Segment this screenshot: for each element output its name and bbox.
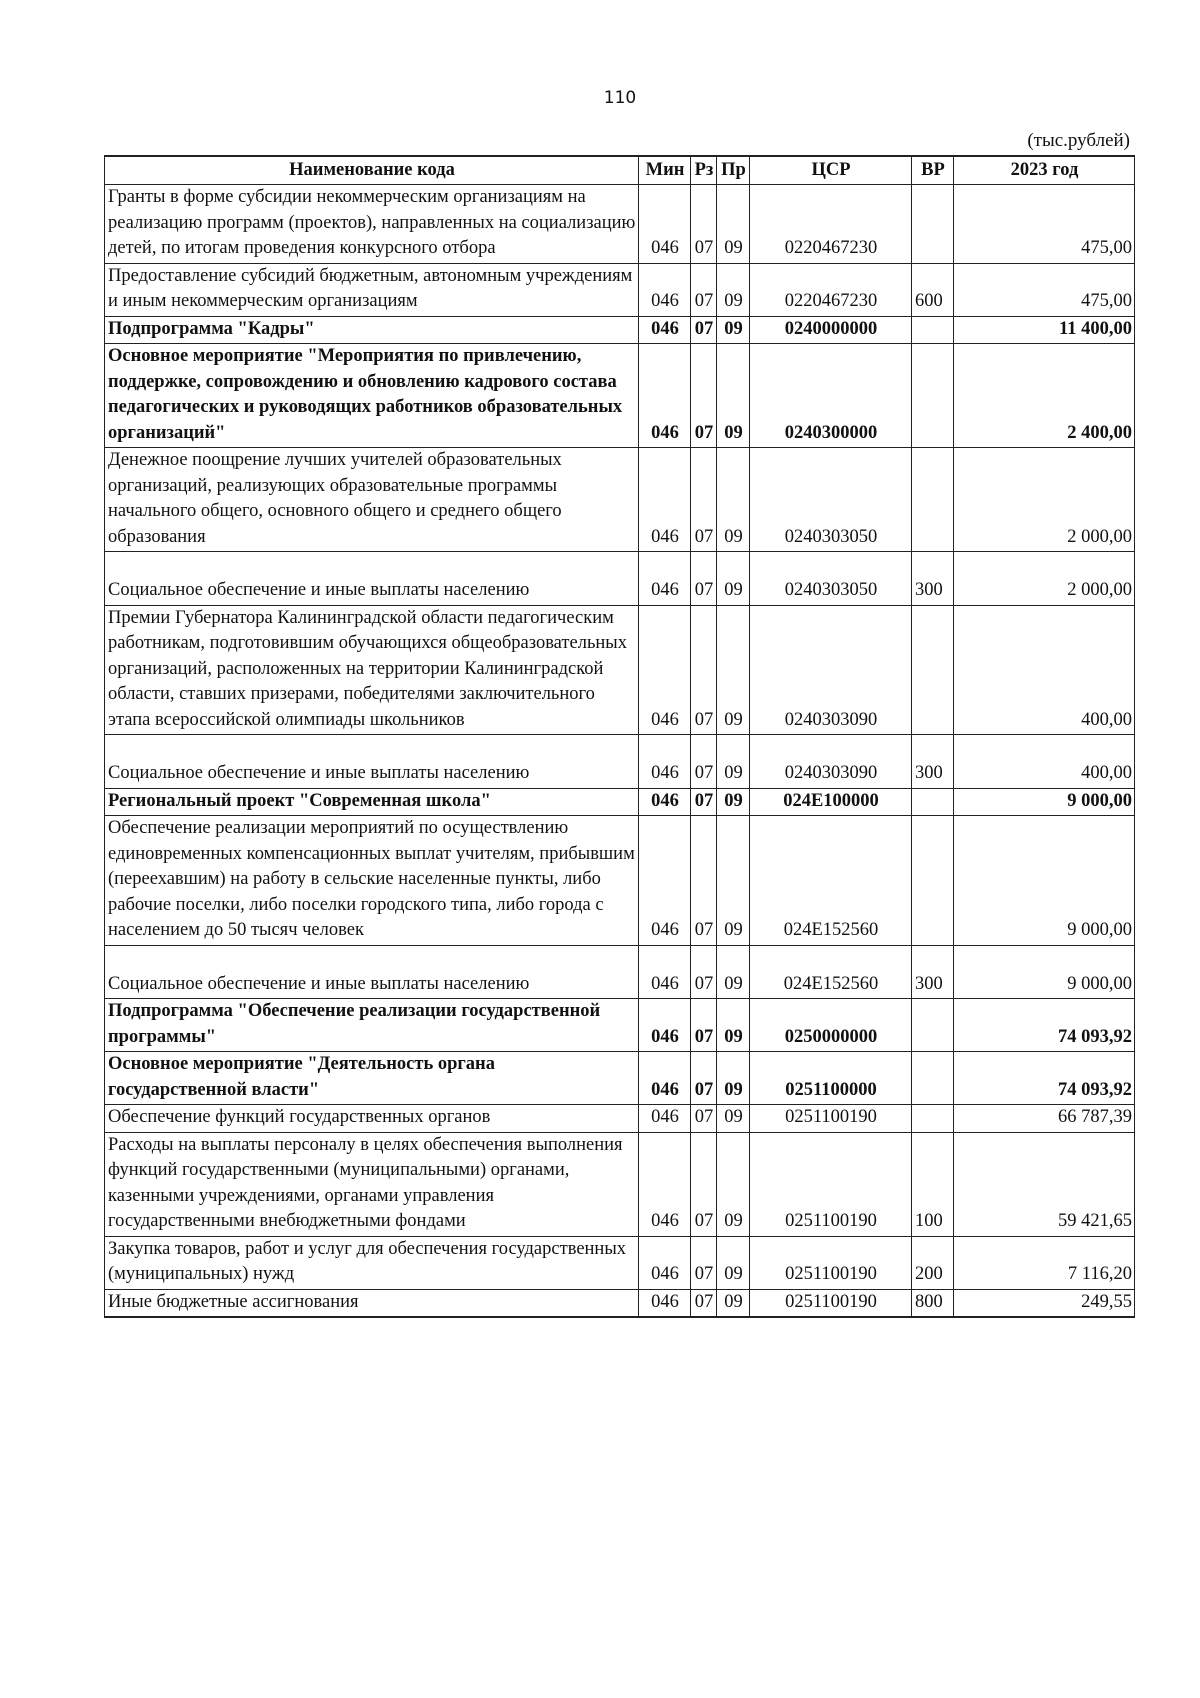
cell-csr: 0240303090 — [750, 605, 912, 735]
cell-rz: 07 — [691, 344, 717, 448]
cell-vr — [912, 605, 954, 735]
cell-amount: 9 000,00 — [954, 945, 1135, 999]
cell-pr: 09 — [717, 605, 750, 735]
cell-name: Подпрограмма "Кадры" — [105, 316, 639, 344]
table-row — [105, 185, 1135, 264]
cell-vr: 800 — [912, 1289, 954, 1317]
cell-amount: 74 093,92 — [954, 1052, 1135, 1105]
cell-name: Расходы на выплаты персоналу в целях обеспечения выполнения функций государственными (муниципальными) органами, казенными учреждениями, органами управления государственными внебюджетными фондами — [105, 1132, 639, 1236]
table-header-row — [105, 156, 1135, 185]
cell-vr: 300 — [912, 945, 954, 999]
cell-name: Подпрограмма "Обеспечение реализации государственной программы" — [105, 999, 639, 1052]
page-number: 110 — [603, 88, 637, 108]
cell-amount: 11 400,00 — [954, 316, 1135, 344]
cell-amount: 400,00 — [954, 605, 1135, 735]
cell-pr: 09 — [717, 316, 750, 344]
cell-min: 046 — [639, 448, 691, 552]
cell-pr: 09 — [717, 999, 750, 1052]
table-row — [105, 1052, 1135, 1105]
cell-csr: 0240303090 — [750, 735, 912, 789]
cell-name: Обеспечение реализации мероприятий по осуществлению единовременных компенсационных выплат учителям, прибывшим (переехавшим) на работу в сельские населенные пункты, либо рабочие поселки, либо поселки городского типа, либо города с населением до 50 тысяч человек — [105, 816, 639, 946]
cell-amount: 2 000,00 — [954, 552, 1135, 606]
cell-rz: 07 — [691, 1289, 717, 1317]
table-row — [105, 945, 1135, 999]
cell-csr: 0240303050 — [750, 552, 912, 606]
cell-pr: 09 — [717, 1289, 750, 1317]
cell-rz: 07 — [691, 448, 717, 552]
cell-min: 046 — [639, 1132, 691, 1236]
cell-min: 046 — [639, 735, 691, 789]
cell-vr — [912, 1052, 954, 1105]
cell-name: Иные бюджетные ассигнования — [105, 1289, 639, 1317]
cell-pr: 09 — [717, 788, 750, 816]
cell-name: Гранты в форме субсидии некоммерческим организациям на реализацию программ (проектов), направленных на социализацию детей, по итогам проведения конкурсного отбора — [105, 185, 639, 264]
cell-rz: 07 — [691, 1132, 717, 1236]
cell-vr — [912, 788, 954, 816]
cell-pr: 09 — [717, 185, 750, 264]
table-row — [105, 788, 1135, 816]
cell-amount: 9 000,00 — [954, 816, 1135, 946]
cell-amount: 400,00 — [954, 735, 1135, 789]
cell-name: Денежное поощрение лучших учителей образовательных организаций, реализующих образовательные программы начального общего, основного общего и среднего общего образования — [105, 448, 639, 552]
cell-rz: 07 — [691, 945, 717, 999]
cell-pr: 09 — [717, 1105, 750, 1133]
cell-amount: 2 400,00 — [954, 344, 1135, 448]
cell-vr: 600 — [912, 263, 954, 316]
cell-name: Социальное обеспечение и иные выплаты населению — [105, 735, 639, 789]
cell-min: 046 — [639, 1052, 691, 1105]
units-label: (тыс.рублей) — [1027, 130, 1130, 151]
cell-csr: 024E100000 — [750, 788, 912, 816]
cell-vr: 200 — [912, 1236, 954, 1289]
cell-pr: 09 — [717, 552, 750, 606]
cell-amount: 2 000,00 — [954, 448, 1135, 552]
cell-amount: 74 093,92 — [954, 999, 1135, 1052]
cell-pr: 09 — [717, 1052, 750, 1105]
cell-pr: 09 — [717, 816, 750, 946]
header-name: Наименование кода — [105, 156, 639, 185]
header-min: Мин — [639, 156, 691, 185]
cell-vr — [912, 1105, 954, 1133]
header-pr: Пр — [717, 156, 750, 185]
cell-amount: 66 787,39 — [954, 1105, 1135, 1133]
header-vr: ВР — [912, 156, 954, 185]
cell-pr: 09 — [717, 945, 750, 999]
cell-rz: 07 — [691, 788, 717, 816]
cell-csr: 0251100000 — [750, 1052, 912, 1105]
cell-csr: 0240300000 — [750, 344, 912, 448]
cell-vr: 300 — [912, 552, 954, 606]
table-row — [105, 816, 1135, 946]
cell-name: Социальное обеспечение и иные выплаты населению — [105, 945, 639, 999]
cell-csr: 0251100190 — [750, 1236, 912, 1289]
cell-csr: 0220467230 — [750, 185, 912, 264]
cell-name: Региональный проект "Современная школа" — [105, 788, 639, 816]
cell-amount: 7 116,20 — [954, 1236, 1135, 1289]
cell-vr — [912, 344, 954, 448]
cell-min: 046 — [639, 788, 691, 816]
cell-csr: 0220467230 — [750, 263, 912, 316]
table-row — [105, 448, 1135, 552]
cell-vr — [912, 448, 954, 552]
cell-min: 046 — [639, 316, 691, 344]
table-row — [105, 263, 1135, 316]
cell-amount: 475,00 — [954, 185, 1135, 264]
cell-amount: 9 000,00 — [954, 788, 1135, 816]
cell-vr — [912, 185, 954, 264]
table-row — [105, 1236, 1135, 1289]
cell-csr: 024E152560 — [750, 945, 912, 999]
cell-min: 046 — [639, 816, 691, 946]
cell-pr: 09 — [717, 448, 750, 552]
cell-min: 046 — [639, 263, 691, 316]
table-row — [105, 605, 1135, 735]
cell-csr: 0250000000 — [750, 999, 912, 1052]
cell-rz: 07 — [691, 605, 717, 735]
cell-vr — [912, 999, 954, 1052]
cell-name: Обеспечение функций государственных органов — [105, 1105, 639, 1133]
cell-min: 046 — [639, 1236, 691, 1289]
cell-rz: 07 — [691, 263, 717, 316]
cell-rz: 07 — [691, 1052, 717, 1105]
cell-csr: 0240303050 — [750, 448, 912, 552]
cell-name: Предоставление субсидий бюджетным, автономным учреждениям и иным некоммерческим организациям — [105, 263, 639, 316]
cell-min: 046 — [639, 605, 691, 735]
cell-csr: 024E152560 — [750, 816, 912, 946]
table-row — [105, 1105, 1135, 1133]
cell-name: Закупка товаров, работ и услуг для обеспечения государственных (муниципальных) нужд — [105, 1236, 639, 1289]
cell-rz: 07 — [691, 552, 717, 606]
cell-csr: 0251100190 — [750, 1105, 912, 1133]
cell-pr: 09 — [717, 1132, 750, 1236]
cell-rz: 07 — [691, 735, 717, 789]
cell-min: 046 — [639, 185, 691, 264]
cell-min: 046 — [639, 1289, 691, 1317]
cell-min: 046 — [639, 1105, 691, 1133]
header-rz: Рз — [691, 156, 717, 185]
table-row — [105, 1132, 1135, 1236]
cell-vr: 100 — [912, 1132, 954, 1236]
cell-amount: 59 421,65 — [954, 1132, 1135, 1236]
cell-vr — [912, 316, 954, 344]
cell-min: 046 — [639, 945, 691, 999]
cell-min: 046 — [639, 999, 691, 1052]
cell-name: Социальное обеспечение и иные выплаты населению — [105, 552, 639, 606]
cell-vr: 300 — [912, 735, 954, 789]
table-row — [105, 316, 1135, 344]
header-year: 2023 год — [954, 156, 1135, 185]
table-row — [105, 999, 1135, 1052]
cell-rz: 07 — [691, 816, 717, 946]
cell-pr: 09 — [717, 263, 750, 316]
budget-table — [104, 155, 1135, 1318]
header-csr: ЦСР — [750, 156, 912, 185]
cell-rz: 07 — [691, 185, 717, 264]
cell-rz: 07 — [691, 316, 717, 344]
table-row — [105, 552, 1135, 606]
cell-csr: 0251100190 — [750, 1289, 912, 1317]
table-body — [105, 185, 1135, 1318]
cell-name: Основное мероприятие "Мероприятия по привлечению, поддержке, сопровождению и обновлению кадрового состава педагогических и руководящих работников образовательных организаций" — [105, 344, 639, 448]
cell-vr — [912, 816, 954, 946]
table-row — [105, 1289, 1135, 1317]
cell-rz: 07 — [691, 1236, 717, 1289]
cell-pr: 09 — [717, 735, 750, 789]
cell-min: 046 — [639, 344, 691, 448]
table-row — [105, 735, 1135, 789]
table-row — [105, 344, 1135, 448]
cell-min: 046 — [639, 552, 691, 606]
cell-name: Основное мероприятие "Деятельность органа государственной власти" — [105, 1052, 639, 1105]
cell-pr: 09 — [717, 344, 750, 448]
cell-rz: 07 — [691, 1105, 717, 1133]
cell-csr: 0240000000 — [750, 316, 912, 344]
cell-pr: 09 — [717, 1236, 750, 1289]
cell-rz: 07 — [691, 999, 717, 1052]
cell-amount: 475,00 — [954, 263, 1135, 316]
cell-name: Премии Губернатора Калининградской области педагогическим работникам, подготовившим обучающихся общеобразовательных организаций, расположенных на территории Калининградской области, ставших призерами, победителями заключительного этапа всероссийской олимпиады школьников — [105, 605, 639, 735]
cell-csr: 0251100190 — [750, 1132, 912, 1236]
cell-amount: 249,55 — [954, 1289, 1135, 1317]
